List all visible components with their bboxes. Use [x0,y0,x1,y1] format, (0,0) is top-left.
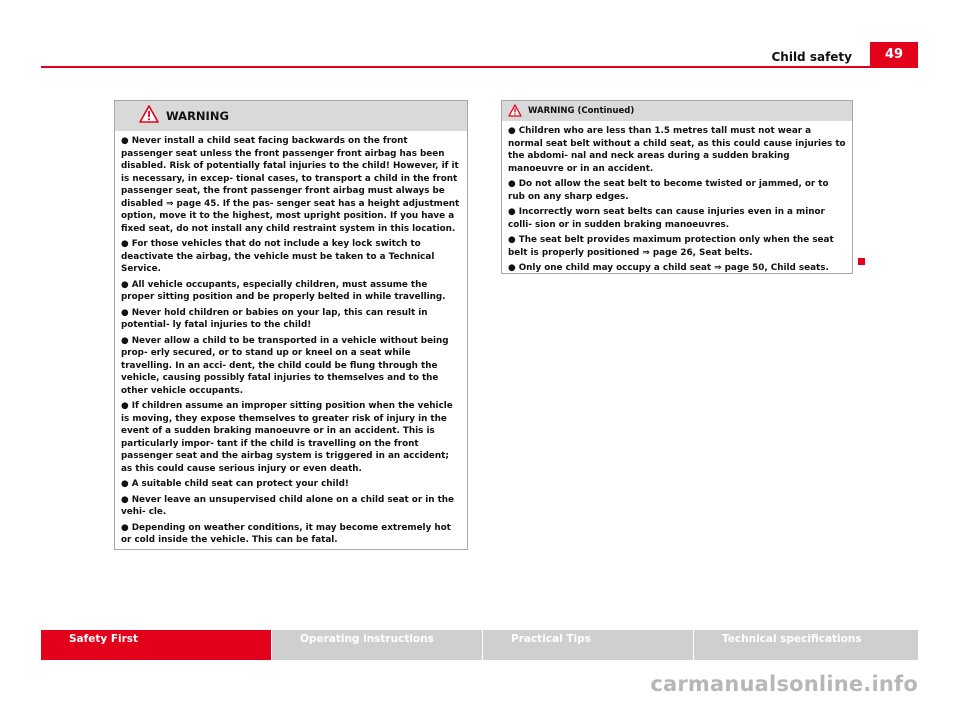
warning-body [115,131,467,547]
warning-item: ● Only one child may occupy a child seat ⇒ page 50, Child seats. [508,263,829,273]
bullet-icon: ● [121,494,129,505]
warning-item: ● Never leave an unsupervised child alone on a child seat or in the vehi- cle. [121,494,455,517]
warning-continued-body [502,121,852,275]
bullet-icon: ● [121,307,129,318]
footer-nav [41,630,918,660]
warning-triangle-icon [139,105,159,127]
bullet-icon: ● [121,279,129,290]
bullet-icon: ● [121,522,129,533]
bullet-icon: ● [508,235,516,245]
warning-item: ● Depending on weather conditions, it may become extremely hot or cold inside the vehicle. This can be fatal. [121,522,451,545]
bullet-icon: ● [508,179,516,189]
watermark: carmanualsonline.info [650,672,918,696]
warning-item: ● The seat belt provides maximum protection only when the seat belt is properly positioned ⇒ page 26, Seat belts. [508,235,834,258]
bullet-icon: ● [121,335,129,346]
warning-item: ● Children who are less than 1.5 metres tall must not wear a normal seat belt without a child seat, as this could cause injuries to the abdomi- nal and neck areas during a sudden braking manoeuvre or in an accident. [508,126,846,174]
warning-item: ● Never install a child seat facing backwards on the front passenger seat unless the front passenger front airbag has been disabled. Risk of potentially fatal injuries to the child! However, if it is necessary, in excep- tional cases, to transport a child in the front passenger seat, the front passenger front airbag must always be disabled ⇒ page 45. If the pas- senger seat has a height adjustment option, move it to the highest, most upright position. If you have a fixed seat, do not install any child restraint system in this location. [121,136,460,234]
warning-continued-box [501,100,853,274]
section-end-marker [858,258,865,265]
warning-item: ● Never hold children or babies on your lap, this can result in potential- ly fatal injuries to the child! [121,307,428,330]
bullet-icon: ● [121,239,129,249]
warning-item: ● Do not allow the seat belt to become twisted or jammed, or to rub on any sharp edges. [508,179,829,202]
warning-title: WARNING [166,109,229,123]
bullet-icon: ● [121,401,129,411]
warning-item: ● Incorrectly worn seat belts can cause injuries even in a minor colli- sion or in sudden braking manoeuvres. [508,207,825,230]
footer-tab-practical-tips[interactable]: Practical Tips [483,630,693,660]
footer-tab-operating-instructions[interactable]: Operating instructions [272,630,482,660]
warning-item: ● Never allow a child to be transported in a vehicle without being prop- erly secured, or to stand up or kneel on a seat while travelling. In an acci- dent, the child could be flung through the vehicle, causing possibly fatal injuries to themselves and to the other vehicle occupants. [121,335,449,396]
footer-tab-safety-first[interactable]: Safety First [41,630,271,660]
warning-item: ● All vehicle occupants, especially children, must assume the proper sitting position and be properly belted in while travelling. [121,279,446,302]
warning-box [114,100,468,550]
footer-tab-technical-specifications[interactable]: Technical specifications [694,630,918,660]
bullet-icon: ● [508,126,516,136]
bullet-icon: ● [508,207,516,217]
warning-continued-title: WARNING (Continued) [528,106,635,116]
warning-triangle-icon [508,102,522,121]
warning-item: ● For those vehicles that do not include a key lock switch to deactivate the airbag, the vehicle must be taken to a Technical Service. [121,239,435,274]
warning-item: ● A suitable child seat can protect your child! [121,479,349,489]
bullet-icon: ● [508,263,516,273]
header-title: Child safety [771,50,852,64]
warning-item: ● If children assume an improper sitting position when the vehicle is moving, they expose themselves to greater risk of injury in the event of a sudden braking manoeuvre or in an accident. This is particularly impor- tant if the child is travelling on the front passenger seat and the airbag system is triggered in an accident; as this could cause serious injury or even death. [121,401,453,474]
header-rule [41,66,870,68]
bullet-icon: ● [121,479,129,489]
bullet-icon: ● [121,136,129,146]
warning-header [115,101,467,131]
page-number: 49 [870,42,918,68]
warning-continued-header [502,101,852,121]
